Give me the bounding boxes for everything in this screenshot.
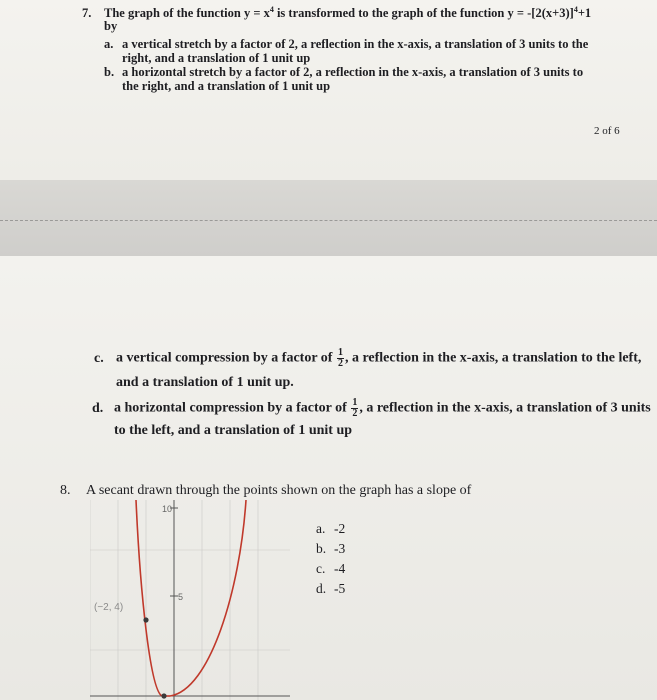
page-gap xyxy=(0,180,657,256)
y-tick-label-10: 10 xyxy=(162,504,173,514)
q7-option-c xyxy=(94,348,641,369)
q7-option-b-line1: a horizontal stretch by a factor of 2, a reflection in the x-axis, a translation of 3 units to xyxy=(122,65,584,79)
q7-option-a-label: a. xyxy=(104,37,114,51)
q8-option-b xyxy=(316,542,345,556)
q7-option-c-pre: a vertical compression by a factor of xyxy=(116,350,336,366)
q7-option-b xyxy=(104,66,583,79)
q7-stem-exponent: 4 xyxy=(269,5,274,14)
q7-option-a xyxy=(104,38,588,51)
q8-option-c-label: c. xyxy=(316,561,326,576)
page-indicator: 2 of 6 xyxy=(594,125,620,137)
q7-stem-middle: is transformed to the graph of the function y = -[2(x+3)] xyxy=(273,6,574,21)
q8-option-c-value: -4 xyxy=(334,561,346,576)
q7-option-c-line2: and a translation of 1 unit up. xyxy=(116,375,294,390)
q7-option-b-label: b. xyxy=(104,65,115,79)
q8-graph xyxy=(90,500,290,700)
q7-option-d-frac-den: 2 xyxy=(352,408,358,419)
q7-option-d xyxy=(92,398,651,419)
point-marker xyxy=(143,617,148,622)
q7-option-c-frac-den: 2 xyxy=(337,358,343,369)
curve-left-branch xyxy=(136,500,162,696)
q8-option-d-value: -5 xyxy=(334,581,346,596)
q8-option-c xyxy=(316,562,345,576)
q7-option-d-fraction xyxy=(351,398,358,419)
q8-option-b-value: -3 xyxy=(334,541,346,556)
q7-option-c-fraction xyxy=(337,348,344,369)
q7-stem-by: by xyxy=(104,19,118,33)
q7-option-d-label: d. xyxy=(92,400,104,416)
q8-option-a-label: a. xyxy=(316,521,326,536)
q8-stem-text: A secant drawn through the points shown on the graph has a slope of xyxy=(86,483,472,498)
q8-option-a xyxy=(316,522,345,536)
q8-option-d-label: d. xyxy=(316,581,327,596)
point-label: (−2, 4) xyxy=(94,602,124,613)
q7-option-d-line2: to the left, and a translation of 1 unit up xyxy=(114,423,353,438)
q7-stem-prefix: The graph of the function y = x xyxy=(104,6,270,21)
q7-option-c-label: c. xyxy=(94,350,104,366)
q8-option-d xyxy=(316,582,345,596)
q7-number: 7. xyxy=(82,6,92,21)
q7-option-b-line2: the right, and a translation of 1 unit up xyxy=(122,79,331,93)
y-tick-label-5: 5 xyxy=(178,592,184,602)
q8-stem xyxy=(60,484,471,498)
q7-option-d-frac-num: 1 xyxy=(352,397,358,408)
q7-option-c-post: , a reflection in the x-axis, a translation to the left, xyxy=(344,350,642,366)
q7-option-a-line2: right, and a translation of 1 unit up xyxy=(122,51,311,65)
graph-grid xyxy=(90,500,290,700)
q7-stem-suffix: +1 xyxy=(577,6,592,21)
q7-stem-exponent-2: 4 xyxy=(573,5,578,14)
point-marker-2 xyxy=(161,693,166,698)
q7-option-d-post: , a reflection in the x-axis, a translation of 3 units xyxy=(359,400,651,416)
page-break-dashed-line xyxy=(0,220,657,221)
q7-stem xyxy=(82,6,591,20)
q7-option-d-pre: a horizontal compression by a factor of xyxy=(114,400,351,416)
q8-number: 8. xyxy=(60,483,71,498)
q7-option-a-line1: a vertical stretch by a factor of 2, a reflection in the x-axis, a translation of 3 units to the xyxy=(122,37,589,51)
q8-option-a-value: -2 xyxy=(334,521,346,536)
q7-option-c-frac-num: 1 xyxy=(337,347,343,358)
q8-option-b-label: b. xyxy=(316,541,327,556)
